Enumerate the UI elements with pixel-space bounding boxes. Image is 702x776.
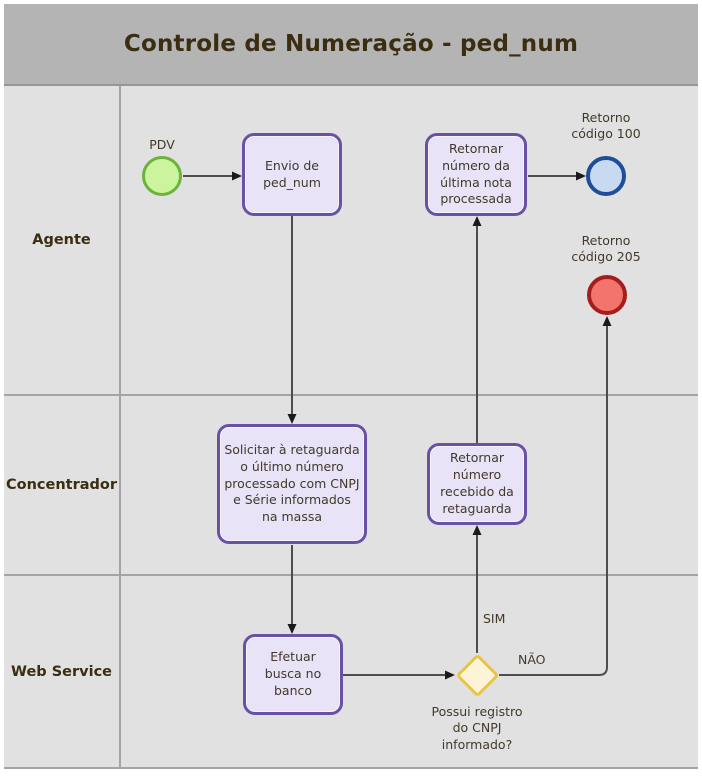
gateway-label: Possui registro do CNPJ informado? (431, 704, 523, 752)
lane-label: Concentrador (5, 477, 118, 493)
task-label: Efetuar busca no banco (264, 649, 322, 698)
task-retornar-recebido (427, 443, 527, 525)
edge-label-sim: SIM (483, 611, 506, 626)
task-label: Retornar número recebido da retaguarda (440, 450, 514, 516)
diagram-title: Controle de Numeração - ped_num (123, 31, 579, 57)
edge-label-nao: NÃO (518, 652, 546, 667)
task-label: Envio de ped_num (263, 157, 321, 190)
lane-web-service (4, 576, 698, 769)
end-event-label-205: Retorno código 205 (571, 233, 641, 265)
task-retornar-ultima-nota (425, 133, 527, 216)
task-envio-ped-num (242, 133, 342, 216)
lane-label: Agente (32, 232, 91, 248)
end-event-retorno-100 (586, 156, 626, 196)
task-efetuar-busca (243, 634, 343, 715)
task-label: Solicitar à retaguarda o último número processado com CNPJ e Série informados na massa (224, 441, 360, 525)
end-event-retorno-205 (587, 275, 627, 315)
task-solicitar-retaguarda (217, 424, 367, 544)
start-event-label: PDV (149, 137, 175, 152)
task-label: Retornar número da última nota processada (440, 140, 512, 207)
lane-label-column (4, 576, 121, 767)
start-event-pdv (142, 156, 182, 196)
lane-label-column (4, 86, 121, 394)
diagram-title-bar (4, 4, 698, 86)
lane-label-column (4, 396, 121, 574)
end-event-label-100: Retorno código 100 (571, 110, 641, 142)
lane-label: Web Service (10, 663, 113, 680)
